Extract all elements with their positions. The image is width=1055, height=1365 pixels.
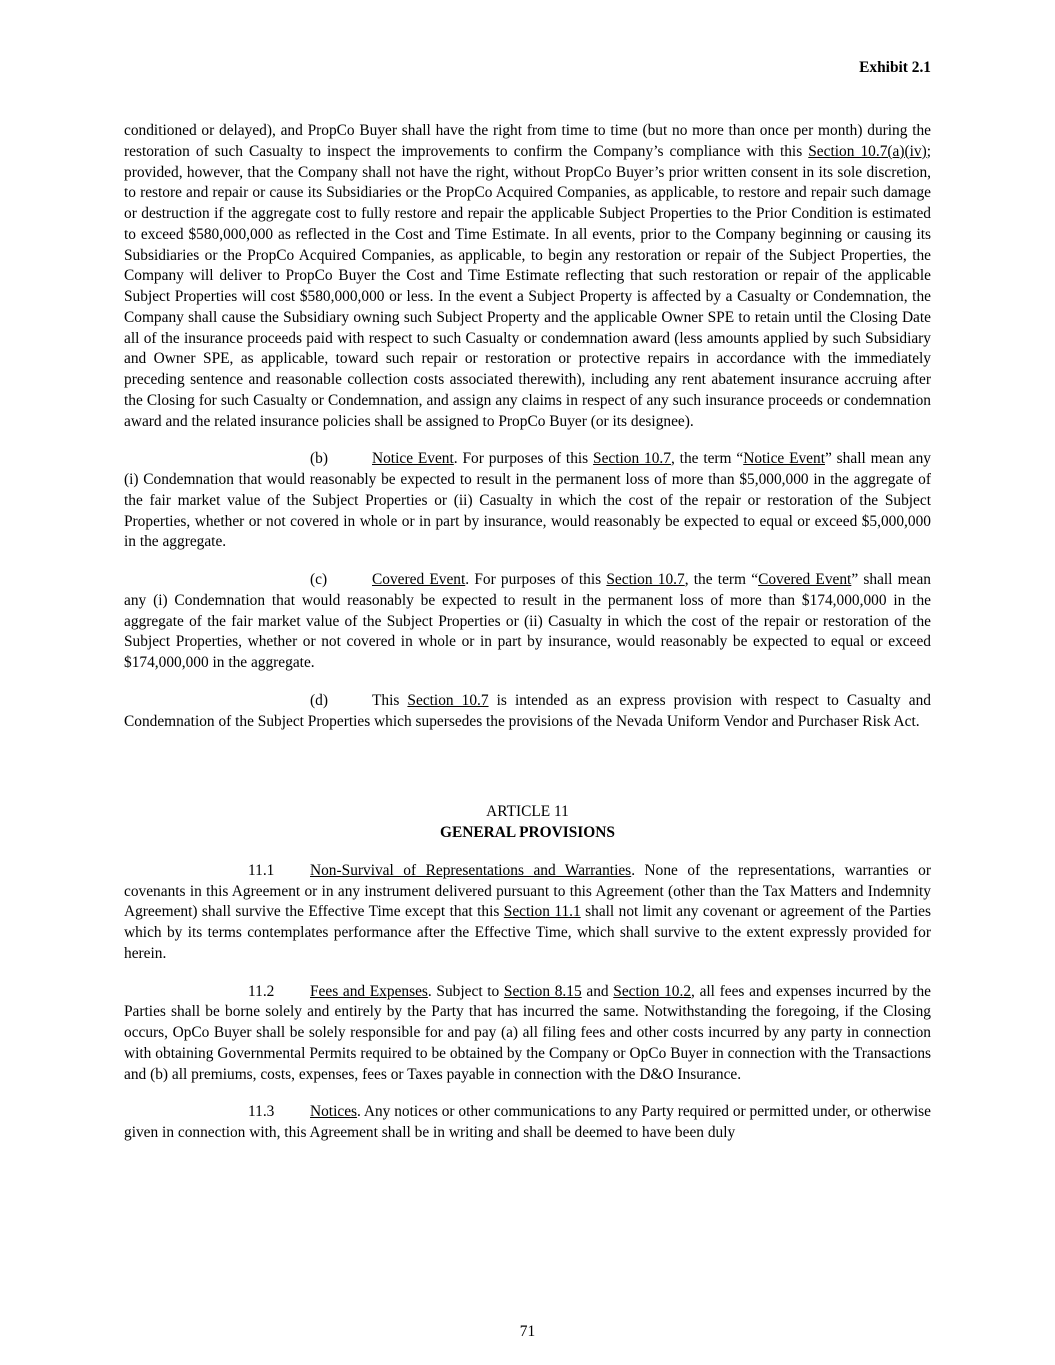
text: . None of the representations, warranties or covenants in this Agreement or in any instrument delivered pursuant to this Agreement (other than the Tax Matters and Indemnity Agreement) shall survive the Effective Time except that this	[124, 861, 931, 921]
document-body	[124, 121, 931, 1161]
paragraph-d-express-provision	[124, 691, 931, 733]
text: . Subject to	[427, 982, 504, 1000]
article-number: ARTICLE 11	[486, 803, 569, 821]
section-reference-link[interactable]: Section 10.2	[613, 982, 692, 1000]
paragraph-label: (d)	[310, 691, 328, 709]
section-reference-link[interactable]: Section 10.7(a)(iv)	[808, 142, 927, 160]
text: , the term “	[670, 450, 744, 468]
text: . For purposes of this	[453, 450, 594, 468]
paragraph-heading: Covered Event	[372, 571, 466, 588]
section-heading: Notices	[310, 1103, 358, 1121]
section-number: 11.3	[248, 1103, 275, 1121]
section-11-1	[124, 861, 931, 965]
text: shall not limit any covenant or agreement of the Parties which by its terms contemplates performance after the Effective Time, which shall survive to the extent expressly provided for herein.	[124, 903, 931, 962]
paragraph-casualty-continued	[124, 121, 931, 432]
text: is intended as an express provision with respect to Casualty and Condemnation of the Subject Properties which supersedes the provisions of the Nevada Uniform Vendor and Purchaser Risk Act.	[124, 691, 931, 730]
section-reference-link[interactable]: Section 10.7	[407, 691, 489, 709]
article-heading	[124, 802, 931, 844]
text: ; provided, however, that the Company shall not have the right, without PropCo Buyer’s prior written consent in its sole discretion, to restore and repair or cause its Subsidiaries or the PropCo Acquired Companies, as applicable, to restore and repair such damage or destruction if the aggregate cost to fully restore and repair the applicable Subject Properties to the Prior Condition is estimated to exceed $580,000,000 as reflected in the Cost and Time Estimate. In all events, prior to the Company beginning or causing its Subsidiaries or the PropCo Acquired Companies, as applicable, to begin any restoration or repair of the Subject Properties, the Company will deliver to PropCo Buyer the Cost and Time Estimate reflecting that such restoration or repair of the applicable Subject Properties will cost $580,000,000 or less. In the event a Subject Property is affected by a Casualty or Condemnation, the Company shall cause the Subsidiary owning such Subject Property and the applicable Owner SPE to retain until the Closing Date all of the insurance proceeds paid with respect to such Casualty or condemnation award (less amounts applied by such Subsidiary and Owner SPE, as applicable, toward such repair or restoration or protective repairs in accordance with the immediately preceding sentence and reasonable collection costs associated therewith), including any rent abatement insurance accruing after the Closing for such Casualty or Condemnation, and assign any claims in respect of any such insurance proceeds or condemnation award and the related insurance policies shall be assigned to PropCo Buyer (or its designee).	[124, 142, 931, 430]
document-page	[124, 0, 931, 1365]
section-reference-link[interactable]: Section 8.15	[503, 982, 582, 1000]
paragraph-heading: Notice Event	[372, 450, 454, 468]
text: , the term “	[684, 571, 759, 588]
section-reference-link[interactable]: Section 10.7	[593, 450, 671, 468]
section-heading: Non-Survival of Representations and Warranties	[310, 861, 632, 879]
text: , all fees and expenses incurred by the Parties shall be borne solely and entirely by the Party that has incurred the same. Notwithstanding the foregoing, if the Closing occurs, OpCo Buyer shall be solely responsible for and pay (a) all filing fees and other costs incurred by any party in connection with obtaining Governmental Permits required to be obtained by the Company or OpCo Buyer in connection with the Transactions and (b) all premiums, costs, expenses, fees or Taxes payable in connection with the D&O Insurance.	[124, 982, 931, 1083]
text: conditioned or delayed), and PropCo Buyer shall have the right from time to time (but no more than once per month) during the restoration of such Casualty to inspect the improvements to confirm the Company’s compliance with this	[124, 122, 931, 160]
page-number: 71	[519, 1323, 536, 1340]
section-11-2	[124, 982, 931, 1086]
text: . For purposes of this	[465, 571, 607, 588]
section-11-3	[124, 1102, 931, 1144]
exhibit-label: Exhibit 2.1	[859, 59, 931, 76]
paragraph-label: (c)	[310, 571, 328, 588]
section-reference-link[interactable]: Section 10.7	[606, 571, 685, 588]
section-heading: Fees and Expenses	[310, 982, 428, 1000]
article-title: GENERAL PROVISIONS	[440, 824, 615, 841]
section-number: 11.1	[248, 861, 275, 879]
text: . Any notices or other communications to any Party required or permitted under, or otherwise given in connection with, this Agreement shall be in writing and shall be deemed to have been duly	[124, 1103, 931, 1141]
text: ” shall mean any (i) Condemnation that would reasonably be expected to result in the permanent loss of more than $5,000,000 in the aggregate of the fair market value of the Subject Properties or (ii) Casualty in which the cost of the repair or restoration of the Subject Properties, whether or not covered in whole or in part by insurance, would reasonably be expected to equal or exceed $5,000,000 in the aggregate.	[124, 450, 931, 551]
section-reference-link[interactable]: Section 11.1	[503, 903, 581, 921]
defined-term: Notice Event	[743, 450, 825, 468]
defined-term: Covered Event	[758, 571, 852, 588]
section-number: 11.2	[248, 982, 275, 1000]
text: and	[581, 982, 614, 1000]
paragraph-b-notice-event	[124, 449, 931, 553]
text: This	[372, 691, 408, 709]
paragraph-c-covered-event	[124, 570, 931, 674]
paragraph-label: (b)	[310, 450, 328, 468]
text: ” shall mean any (i) Condemnation that would reasonably be expected to result in the permanent loss of more than $174,000,000 in the aggregate of the fair market value of the Subject Properties or (ii) Casualty in which the cost of the repair or restoration of the Subject Properties, whether or not covered in whole or in part by insurance, would reasonably be expected to equal or exceed $174,000,000 in the aggregate.	[124, 571, 931, 671]
